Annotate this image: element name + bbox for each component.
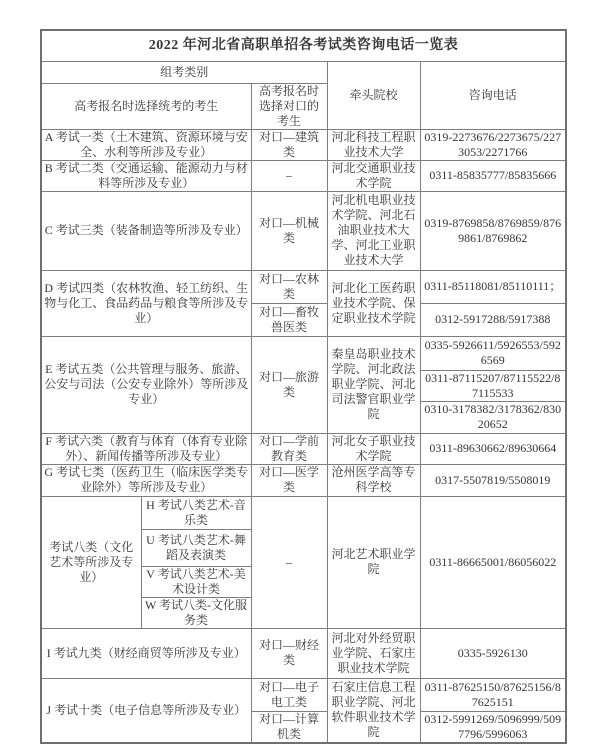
row-g-phone: 0317-5507819/5508019	[420, 464, 566, 496]
row-d-phone-1: 0311-85118081/85110111；	[420, 270, 566, 303]
table-title: 2022 年河北省高职单招各考试类咨询电话一览表	[41, 30, 566, 61]
row-8-phone: 0311-86665001/86056022	[420, 496, 566, 628]
row-a-counterpart: 对口—建筑类	[251, 129, 327, 160]
row-c-category: C 考试三类（装备制造等所涉及专业）	[41, 191, 251, 270]
header-unified-exam: 高考报名时选择统考的考生	[41, 83, 251, 129]
header-counterpart-exam: 高考报名时选择对口的考生	[251, 83, 327, 129]
row-b-counterpart: –	[251, 160, 327, 191]
row-8-sub-art-design: V 考试八类艺术-美术设计类	[141, 566, 251, 597]
row-d-counterpart-1: 对口—农林类	[251, 270, 327, 303]
header-phone: 咨询电话	[420, 61, 566, 129]
row-8-sub-dance: U 考试八类艺术-舞蹈及表演类	[141, 529, 251, 566]
row-j-counterpart-2: 对口—计算机类	[251, 711, 327, 743]
row-c-phone: 0319-8769858/8769859/8769861/8769862	[420, 191, 566, 270]
row-8-sub-culture-service: W 考试八类-文化服务类	[141, 597, 251, 628]
row-8-counterpart: –	[251, 496, 327, 628]
row-e-category: E 考试五类（公共管理与服务、旅游、公安与司法（公安专业除外）等所涉及专业）	[41, 336, 251, 433]
row-d-category: D 考试四类（农林牧渔、轻工纺织、生物与化工、食品药品与粮食等所涉及专业）	[41, 270, 251, 336]
row-f-phone: 0311-89630662/89630664	[420, 433, 566, 464]
row-a-school: 河北科技工程职业技术大学	[327, 129, 420, 160]
row-b-school: 河北交通职业技术学院	[327, 160, 420, 191]
row-j-category: J 考试十类（电子信息等所涉及专业）	[41, 678, 251, 743]
row-j-phone-2: 0312-5991269/5096999/5097796/5996063	[420, 711, 566, 743]
row-i-category: I 考试九类（财经商贸等所涉及专业）	[41, 628, 251, 678]
row-i-counterpart: 对口—财经类	[251, 628, 327, 678]
row-a-phone: 0319-2273676/2273675/2273053/2271766	[420, 129, 566, 160]
row-b-phone: 0311-85835777/85835666	[420, 160, 566, 191]
row-i-school: 河北对外经贸职业学院、石家庄职业技术学院	[327, 628, 420, 678]
row-e-phone-1: 0335-5926611/5926553/5926569	[420, 336, 566, 370]
row-g-school: 沧州医学高等专科学校	[327, 464, 420, 496]
row-8-school: 河北艺术职业学院	[327, 496, 420, 628]
header-lead-school: 牵头院校	[327, 61, 420, 129]
row-f-counterpart: 对口—学前教育类	[251, 433, 327, 464]
row-g-category: G 考试七类（医药卫生（临床医学类专业除外）等所涉及专业）	[41, 464, 251, 496]
phone-directory-table	[40, 29, 567, 744]
row-8-sub-music: H 考试八类艺术-音乐类	[141, 496, 251, 529]
row-f-category: F 考试六类（教育与体育（体育专业除外）、新闻传播等所涉及专业）	[41, 433, 251, 464]
row-i-phone: 0335-5926130	[420, 628, 566, 678]
row-g-counterpart: 对口—医学类	[251, 464, 327, 496]
row-e-counterpart: 对口—旅游类	[251, 336, 327, 433]
row-e-phone-2: 0311-87115207/87115522/87115533	[420, 370, 566, 401]
row-e-phone-3: 0310-3178382/3178362/83020652	[420, 401, 566, 433]
row-c-counterpart: 对口—机械类	[251, 191, 327, 270]
row-e-school: 秦皇岛职业技术学院、河北政法职业学院、河北司法警官职业学院	[327, 336, 420, 433]
row-j-school: 石家庄信息工程职业学院、河北软件职业技术学院	[327, 678, 420, 743]
row-d-school: 河北化工医药职业技术学院、保定职业技术学院	[327, 270, 420, 336]
row-j-counterpart-1: 对口—电子电工类	[251, 678, 327, 711]
row-d-phone-2: 0312-5917288/5917388	[420, 303, 566, 336]
row-d-counterpart-2: 对口—畜牧兽医类	[251, 303, 327, 336]
row-8-category: 考试八类（文化艺术等所涉及专业）	[41, 496, 141, 628]
row-b-category: B 考试二类（交通运输、能源动力与材料等所涉及专业）	[41, 160, 251, 191]
row-c-school: 河北机电职业技术学院、河北石油职业技术大学、河北工业职业技术大学	[327, 191, 420, 270]
row-j-phone-1: 0311-87625150/87625156/87625151	[420, 678, 566, 711]
row-a-category: A 考试一类（土木建筑、资源环境与安全、水利等所涉及专业）	[41, 129, 251, 160]
header-group-category: 组考类别	[41, 61, 327, 83]
row-f-school: 河北女子职业技术学院	[327, 433, 420, 464]
